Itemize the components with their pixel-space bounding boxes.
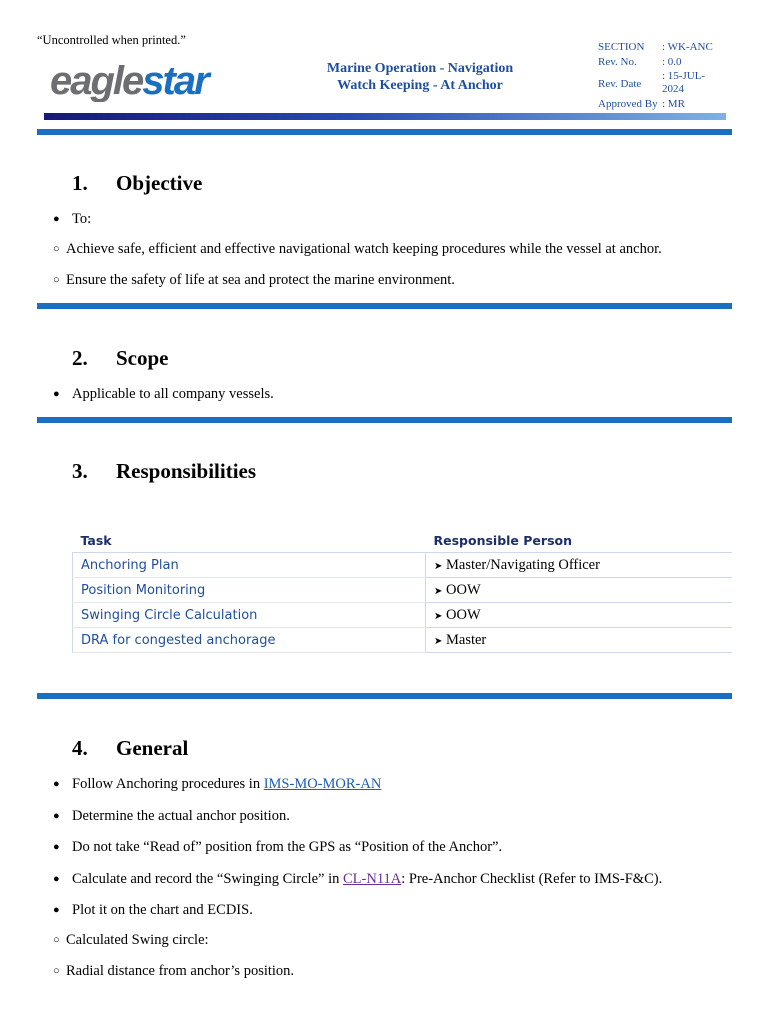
list-item: ● Follow Anchoring procedures in IMS-MO-MOR-AN (53, 776, 382, 792)
meta-key: Rev. No. (598, 55, 637, 68)
sub-list-item: ○ Achieve safe, efficient and effective navigational watch keeping procedures while the vessel at anchor. (53, 241, 662, 257)
sub-list-item: ○ Calculated Swing circle: (53, 932, 209, 948)
meta-key: Approved By (598, 98, 658, 110)
task-cell: Anchoring Plan (73, 553, 426, 578)
arrow-bullet-icon: ➤ (434, 585, 443, 597)
task-cell: Position Monitoring (73, 578, 426, 603)
sub-list-item: ○ Radial distance from anchor’s position. (53, 963, 295, 979)
list-item: ● Applicable to all company vessels. (53, 386, 274, 402)
meta-value: : WK-ANC (662, 41, 713, 53)
section-heading-scope (72, 346, 169, 371)
table-header-row (73, 528, 733, 553)
circle-bullet-icon: ○ (53, 934, 60, 946)
task-cell: DRA for congested anchorage (73, 628, 426, 653)
document-title (290, 60, 550, 94)
section-divider (37, 417, 732, 423)
cl-n11a-link[interactable]: CL-N11A (342, 871, 402, 887)
section-divider (37, 693, 732, 699)
meta-key: Rev. Date (598, 78, 642, 90)
bullet-icon: ● (53, 873, 60, 885)
eaglestar-logo (50, 58, 250, 102)
person-cell: ➤ OOW (426, 578, 733, 603)
title-line-1: Marine Operation - Navigation (326, 61, 514, 76)
bullet-icon: ● (53, 841, 60, 853)
section-heading-general (72, 736, 188, 761)
responsibilities-table (72, 528, 732, 653)
list-item: ● To: (53, 211, 92, 227)
section-divider (37, 303, 732, 309)
meta-value: : 0.0 (662, 55, 682, 68)
bullet-icon: ● (53, 904, 60, 916)
person-cell: ➤ Master (426, 628, 733, 653)
section-title: Scope (116, 346, 169, 370)
meta-value: : 15-JUL-2024 (662, 70, 706, 95)
ims-mo-mor-an-link[interactable]: IMS-MO-MOR-AN (263, 776, 382, 792)
arrow-bullet-icon: ➤ (434, 610, 443, 622)
logo-part-star: star (142, 59, 208, 102)
section-number: 3. (72, 459, 88, 483)
list-item: ● Do not take “Read of” position from the GPS as “Position of the Anchor”. (53, 839, 503, 855)
header-gradient-bar (44, 113, 726, 120)
bullet-icon: ● (53, 388, 60, 400)
arrow-bullet-icon: ➤ (434, 560, 443, 572)
section-divider (37, 129, 732, 135)
table-row (73, 578, 733, 603)
title-line-2: Watch Keeping - At Anchor (337, 78, 503, 93)
column-header-responsible-person: Responsible Person (426, 528, 733, 553)
table-row (73, 628, 733, 653)
circle-bullet-icon: ○ (53, 965, 60, 977)
meta-key: SECTION (598, 41, 645, 53)
meta-value: : MR (662, 98, 685, 110)
person-cell: ➤ Master/Navigating Officer (426, 553, 733, 578)
svg-text:eaglestar (50, 59, 212, 102)
section-title: Objective (116, 171, 203, 195)
list-item: ● Determine the actual anchor position. (53, 808, 290, 824)
table-row (73, 553, 733, 578)
circle-bullet-icon: ○ (53, 243, 60, 255)
section-number: 4. (72, 736, 88, 760)
task-cell: Swinging Circle Calculation (73, 603, 426, 628)
bullet-icon: ● (53, 810, 60, 822)
bullet-icon: ● (53, 213, 60, 225)
section-number: 1. (72, 171, 88, 195)
section-heading-objective (72, 171, 202, 196)
sub-list-item: ○ Ensure the safety of life at sea and protect the marine environment. (53, 272, 455, 288)
column-header-task: Task (73, 528, 426, 553)
bullet-icon: ● (53, 778, 60, 790)
table-row (73, 603, 733, 628)
section-title: Responsibilities (116, 459, 257, 483)
uncontrolled-notice: “Uncontrolled when printed.” (37, 33, 186, 47)
person-cell: ➤ OOW (426, 603, 733, 628)
logo-part-eagle: eagle (50, 59, 143, 102)
arrow-bullet-icon: ➤ (434, 635, 443, 647)
section-number: 2. (72, 346, 88, 370)
section-heading-responsibilities (72, 459, 256, 484)
list-item: ● Calculate and record the “Swinging Circle” in CL-N11A: Pre-Anchor Checklist (Refer to IMS-F&C). (53, 871, 663, 887)
list-item: ● Plot it on the chart and ECDIS. (53, 902, 253, 918)
circle-bullet-icon: ○ (53, 274, 60, 286)
section-title: General (116, 736, 189, 760)
